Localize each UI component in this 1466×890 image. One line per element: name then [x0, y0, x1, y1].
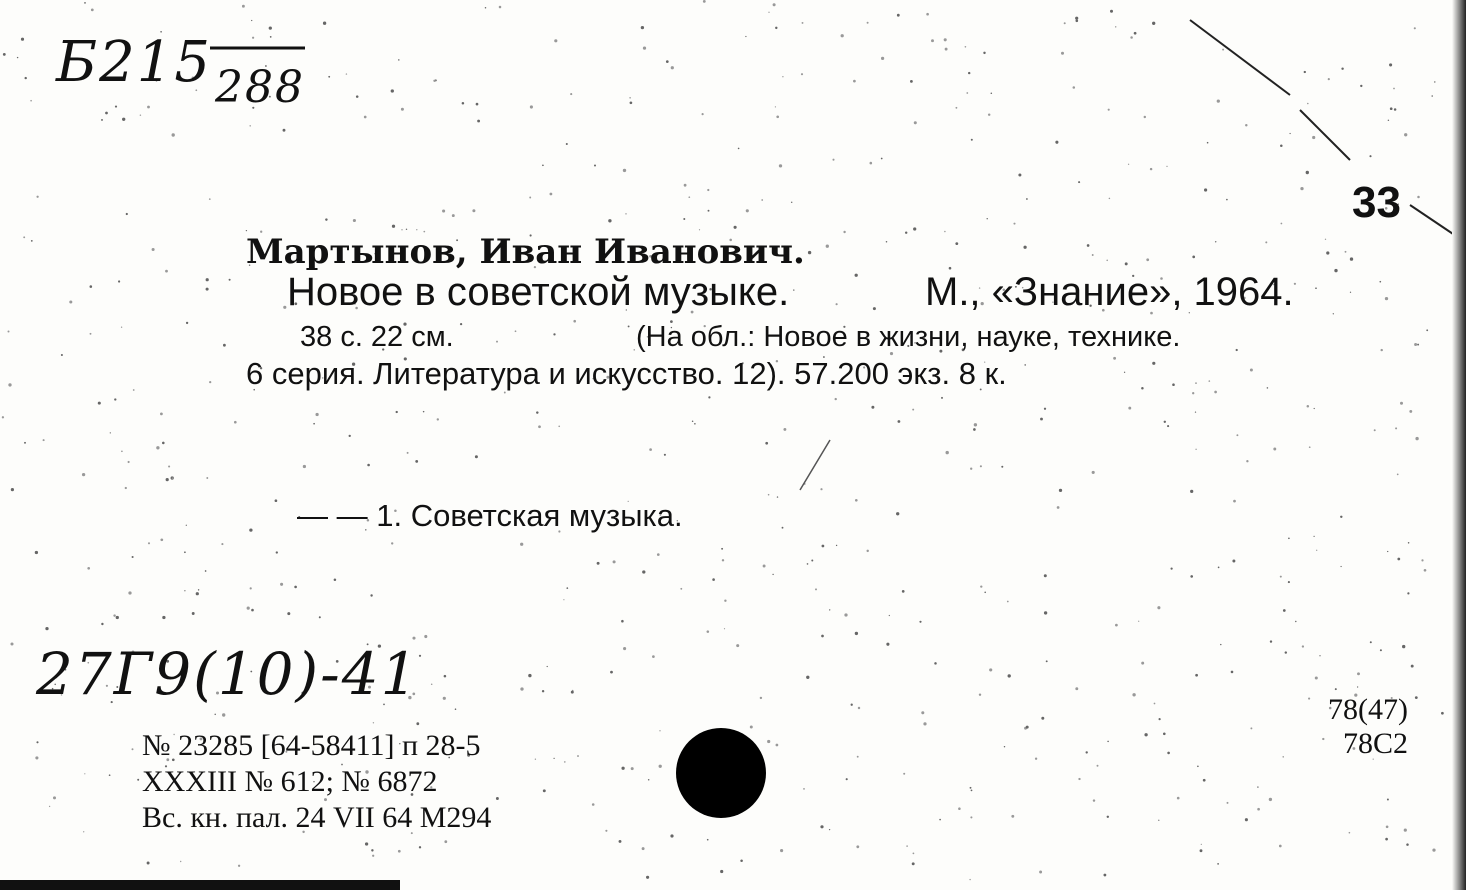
imprint: М., «Знание», 1964.	[925, 270, 1294, 314]
classification-line1: 78(47)	[1328, 693, 1408, 726]
shelfmark-bottom: 288	[215, 62, 305, 113]
accession-number: 27Г9(10)-41	[36, 640, 420, 708]
series-note-continued: 6 серия. Литература и искусство. 12). 57.200 экз. 8 к.	[246, 356, 1007, 391]
print-info-line2: XXXIII № 612; № 6872	[142, 765, 438, 798]
punch-hole	[676, 728, 766, 818]
author-heading: Мартынов, Иван Иванович.	[246, 232, 805, 272]
print-info-line3: Вс. кн. пал. 24 VII 64 М294	[142, 801, 492, 834]
series-note: (На обл.: Новое в жизни, науке, технике.	[636, 321, 1181, 353]
card-edge-bottom	[0, 880, 400, 890]
print-info-line1: № 23285 [64-58411] п 28-5	[142, 729, 481, 762]
book-title: Новое в советской музыке.	[287, 270, 790, 314]
classification-line2: 78С2	[1342, 727, 1408, 760]
collation: 38 с. 22 см.	[300, 321, 454, 353]
card-edge-right	[1452, 0, 1466, 890]
subject-heading: — — 1. Советская музыка.	[297, 498, 683, 533]
card-number: 33	[1352, 178, 1401, 227]
shelfmark-top: Б215	[56, 30, 213, 95]
